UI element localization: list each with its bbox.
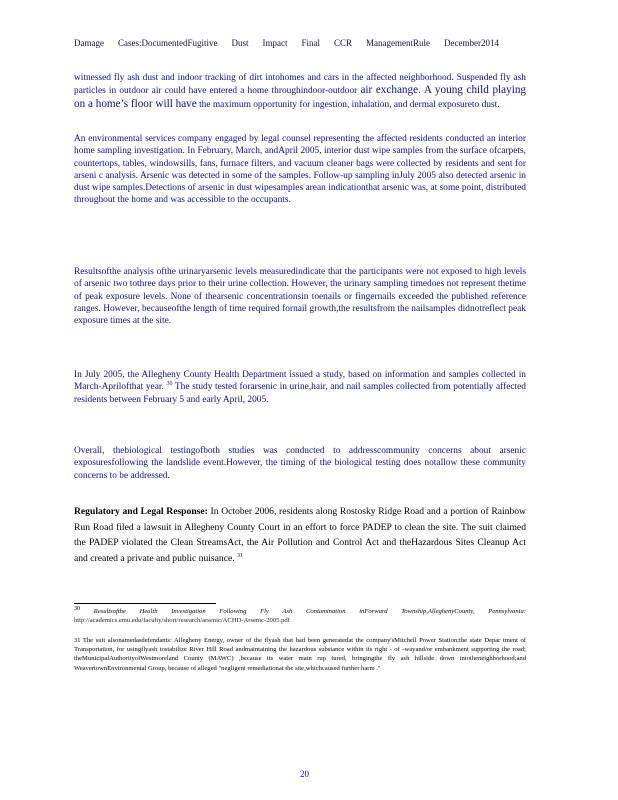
footnote-url-link[interactable]: http://academics.emu.edu/faculty/short/research/arsenic/ACHD-Arsenic-2005.pdf [74,617,290,625]
paragraph-text: the maximum opportunity for ingestion, inhalation, and dermal exposureto dust. [199,99,500,110]
paragraph-text: The study tested forarsenic in urine,hair, and nail samples collected from potentially affected residents between February 5 and early April, 2005. [74,382,526,405]
section-heading: Regulatory and Legal Response: [74,506,208,517]
paragraph-exposure-pathways [74,72,526,111]
footnote-divider [74,603,216,604]
footnote-number: 31 [74,637,81,644]
footnote-text: The suit alsonamedasdefendants: Allegheny Energy, owner of the flyash that had been generatedat the company'sMitchell Power Station;the state Depar tment of Transportation, for usingflyash tostabilize River Hill Road andmaintaining the hazardous substance within its right - of -wayand/or embankment supporting the road; theMunicipalAuthorityofWestmoreland County (MAWC) ,because its water main rup tured, bringingthe fly ash hillside down intotheneighborhood;and WeavertownEnvironmental Group, because of alleged "negligent remediationat the site,whichcaused further harm ." [74,637,527,672]
paragraph-text: Resultsofthe analysis ofthe urinaryarsenic levels measuredindicate that the participants were not exposed to high levels of arsenic two tothree days prior to their urine collection. However, the urinary sampling timedoes not represent thetime of peak exposure levels. None of thearsenic concentrationsin toenails or fingernails exceeded the published reference ranges. However, becauseofthe length of time required fornail growth,the resultsfrom the nailsamples didnotreflect peak exposure times at the site. [74,267,526,327]
footnote-31 [74,636,526,673]
paragraph-overall [74,445,526,482]
paragraph-text: Overall, thebiological testingofboth studies was conducted to addresscommunity concerns about arsenic exposuresfollowing the landslide event.However, the timing of the biological testing does notallow these community concerns to be addressed. [74,446,526,481]
header-part: Impact [262,38,288,48]
header-part: Final [301,38,320,48]
paragraph-home-sampling [74,133,526,207]
page-number: 20 [300,769,309,779]
footnote-title: Resultsofthe Health Investigation Following Fly Ash Contamination inForward Township,AlleghenyCounty, Pennsylvania: [93,608,526,615]
paragraph-text: In July 2005, the Allegheny County Health Department issued a study, based on information and samples collected in March-Aprilofthat year. [74,370,526,393]
paragraph-urinary-results [74,266,526,327]
header-part: Dust [231,38,249,48]
header-part: Cases:DocumentedFugitive [117,38,218,48]
footnote-number: 30 [74,605,80,612]
header-part: Damage [74,38,104,48]
paragraph-regulatory-response [74,504,526,566]
header-part: ManagementRule [366,38,430,48]
header-part: CCR [334,38,353,48]
paragraph-text: witnessed fly ash dust and indoor tracking of dirt intohomes and cars in the affected neighborhood. Suspended fly ash particles in outdoor air could have entered a home throughindoor-outdoor [74,73,526,97]
footnote-30 [74,607,526,625]
running-header [74,38,554,48]
paragraph-text: An environmental services company engaged by legal counsel representing the affected residents conducted an interior home sampling investigation. In February, March, andApril 2005, interior dust wipe samples from the surface ofcarpets, countertops, tables, windowsills, fans, furnace filters, and vacuum cleaner bags were collected by residents and sent for arseni c analysis. Arsenic was detected in some of the samples. Follow-up sampling inJuly 2005 also detected arsenic in dust wipe samples.Detections of arsenic in dust wipesamples arean indicationthat arsenic was, at some point, distributed throughout the home and was accessible to the occupants. [74,134,526,206]
paragraph-health-department-study [74,369,526,406]
paragraph-text: In October 2006, residents along Rostosky Ridge Road and a portion of Rainbow Run Road filed a lawsuit in Allegheny County Court in an effort to force PADEP to clean the site. The suit claimed the PADEP violated the Clean StreamsAct, the Air Pollution and Control Act and theHazardous Sites Cleanup Act and created a private and public nuisance. [74,506,526,564]
paragraph-text-large: air exchange. A young child playing on a home’s floor will have [74,84,527,110]
footnote-ref-31[interactable]: 31 [237,552,244,559]
footnote-ref-30[interactable]: 30 [166,381,173,388]
header-part: December2014 [444,38,499,48]
